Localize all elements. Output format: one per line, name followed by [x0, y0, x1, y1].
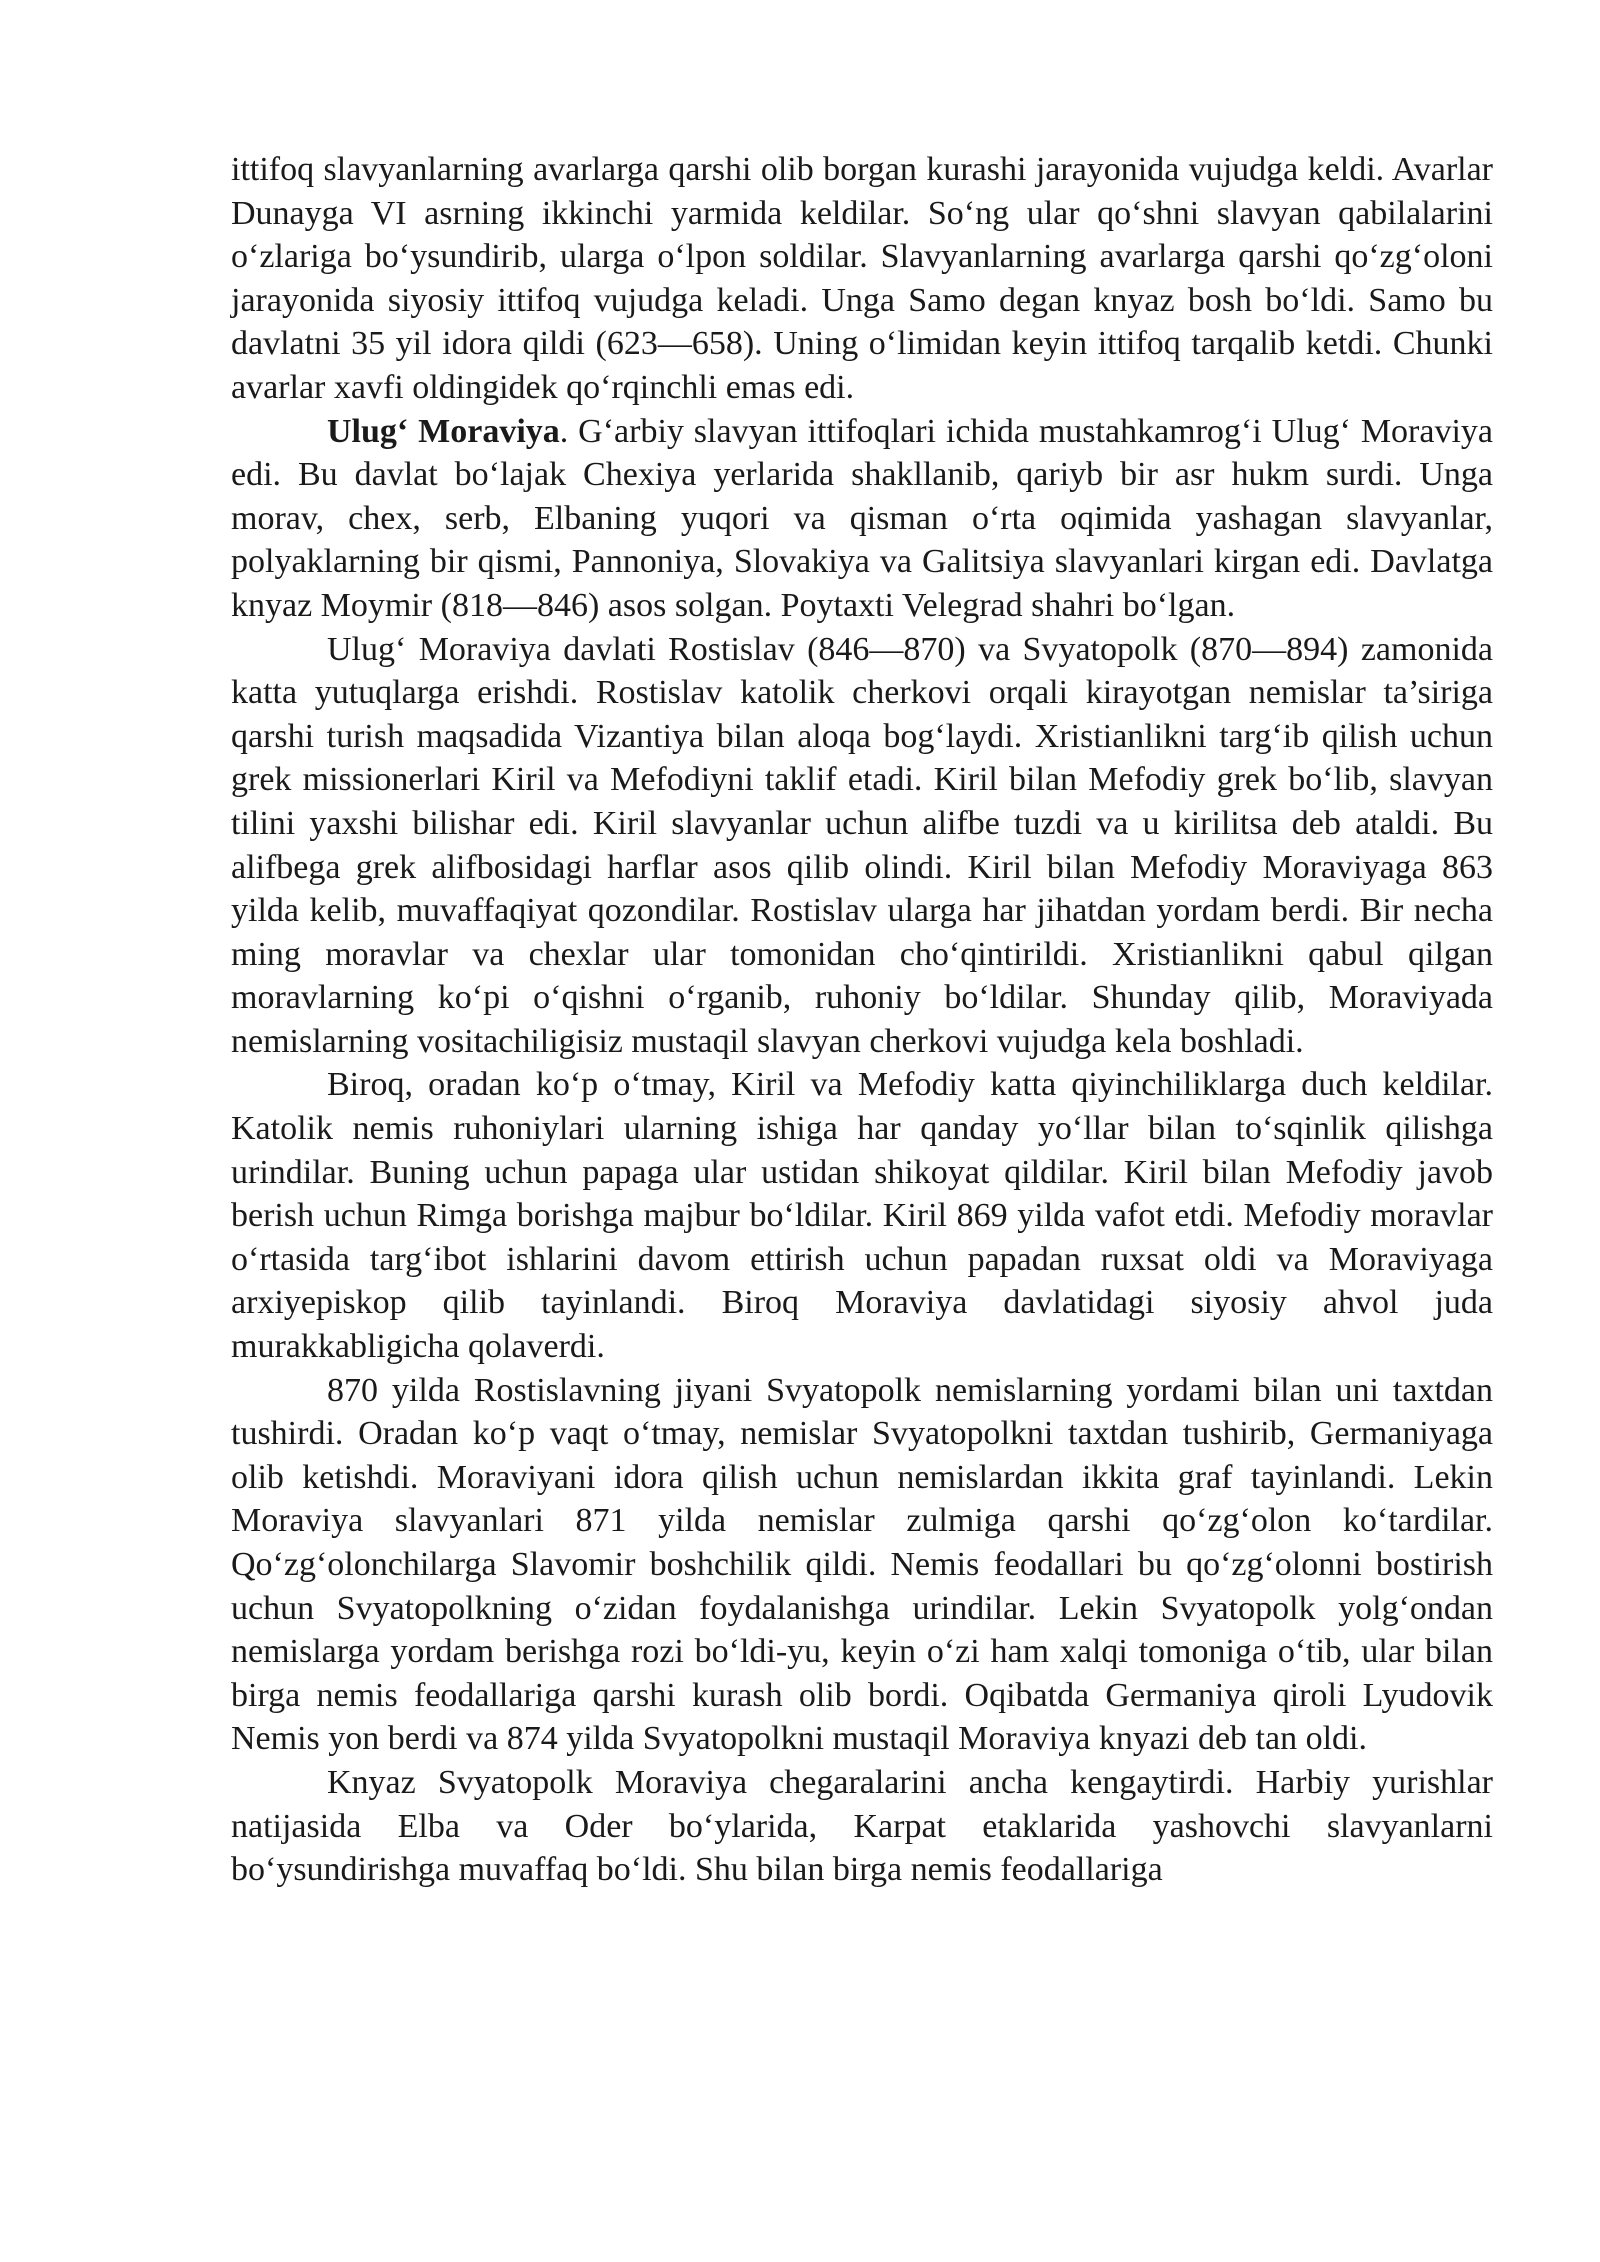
document-page: [231, 148, 1493, 1892]
paragraph-text: . G‘arbiy slavyan ittifoqlari ichida mustahkamrog‘i Ulug‘ Moraviya edi. Bu davlat bo‘lajak Chexiya yerlarida shakllanib, qariyb bir asr hukm surdi. Unga morav, chex, serb, Elbaning yuqori va qisman o‘rta oqimida yashagan slavyanlar, polyaklarning bir qismi, Pannoniya, Slovakiya va Galitsiya slavyanlari kirgan edi. Davlatga knyaz Moymir (818—846) asos solgan. Poytaxti Velegrad shahri bo‘lgan.: [231, 412, 1493, 624]
section-heading: Ulug‘ Moraviya: [327, 412, 560, 450]
paragraph: ittifoq slavyanlarning avarlarga qarshi olib borgan kurashi jarayonida vujudga keldi. Avarlar Dunayga VI asrning ikkinchi yarmida keldilar. So‘ng ular qo‘shni slavyan qabilalarini o‘zlariga bo‘ysundirib, ularga o‘lpon soldilar. Slavyanlarning avarlarga qarshi qo‘zg‘oloni jarayonida siyosiy ittifoq vujudga keladi. Unga Samo degan knyaz bosh bo‘ldi. Samo bu davlatni 35 yil idora qildi (623—658). Uning o‘limidan keyin ittifoq tarqalib ketdi. Chunki avarlar xavfi oldingidek qo‘rqinchli emas edi.: [231, 151, 1493, 406]
paragraph: [231, 410, 1493, 628]
paragraph: Ulug‘ Moraviya davlati Rostislav (846—870) va Svyatopolk (870—894) zamonida katta yutuqlarga erishdi. Rostislav katolik cherkovi orqali kirayotgan nemislar ta’siriga qarshi turish maqsadida Vizantiya bilan aloqa bog‘laydi. Xristianlikni targ‘ib qilish uchun grek missionerlari Kiril va Mefodiyni taklif etadi. Kiril bilan Mefodiy grek bo‘lib, slavyan tilini yaxshi bilishar edi. Kiril slavyanlar uchun alifbe tuzdi va u kirilitsa deb ataldi. Bu alifbega grek alifbosidagi harflar asos qilib olindi. Kiril bilan Mefodiy Moraviyaga 863 yilda kelib, muvaffaqiyat qozondilar. Rostislav ularga har jihatdan yordam berdi. Bir necha ming moravlar va chexlar ular tomonidan cho‘qintirildi. Xristianlikni qabul qilgan moravlarning ko‘pi o‘qishni o‘rganib, ruhoniy bo‘ldilar. Shunday qilib, Moraviyada nemislarning vositachiligisiz mustaqil slavyan cherkovi vujudga kela boshladi.: [231, 630, 1493, 1060]
paragraph: 870 yilda Rostislavning jiyani Svyatopolk nemislarning yordami bilan uni taxtdan tushirdi. Oradan ko‘p vaqt o‘tmay, nemislar Svyatopolkni taxtdan tushirib, Germaniyaga olib ketishdi. Moraviyani idora qilish uchun nemislardan ikkita graf tayinlandi. Lekin Moraviya slavyanlari 871 yilda nemislar zulmiga qarshi qo‘zg‘olon ko‘tardilar. Qo‘zg‘olonchilarga Slavomir boshchilik qildi. Nemis feodallari bu qo‘zg‘olonni bostirish uchun Svyatopolkning o‘zidan foydalanishga urindilar. Lekin Svyatopolk yolg‘ondan nemislarga yordam berishga rozi bo‘ldi-yu, keyin o‘zi ham xalqi tomoniga o‘tib, ular bilan birga nemis feodallariga qarshi kurash olib bordi. Oqibatda Germaniya qiroli Lyudovik Nemis yon berdi va 874 yilda Svyatopolkni mustaqil Moraviya knyazi deb tan oldi.: [231, 1371, 1493, 1758]
paragraph: Knyaz Svyatopolk Moraviya chegaralarini ancha kengaytirdi. Harbiy yurishlar natijasida Elba va Oder bo‘ylarida, Karpat etaklarida yashovchi slavyanlarni bo‘ysundirishga muvaffaq bo‘ldi. Shu bilan birga nemis feodallariga: [231, 1763, 1493, 1889]
paragraph: Biroq, oradan ko‘p o‘tmay, Kiril va Mefodiy katta qiyinchiliklarga duch keldilar. Katolik nemis ruhoniylari ularning ishiga har qanday yo‘llar bilan to‘sqinlik qilishga urindilar. Buning uchun papaga ular ustidan shikoyat qildilar. Kiril bilan Mefodiy javob berish uchun Rimga borishga majbur bo‘ldilar. Kiril 869 yilda vafot etdi. Mefodiy moravlar o‘rtasida targ‘ibot ishlarini davom ettirish uchun papadan ruxsat oldi va Moraviyaga arxiyepiskop qilib tayinlandi. Biroq Moraviya davlatidagi siyosiy ahvol juda murakkabligicha qolaverdi.: [231, 1066, 1493, 1366]
